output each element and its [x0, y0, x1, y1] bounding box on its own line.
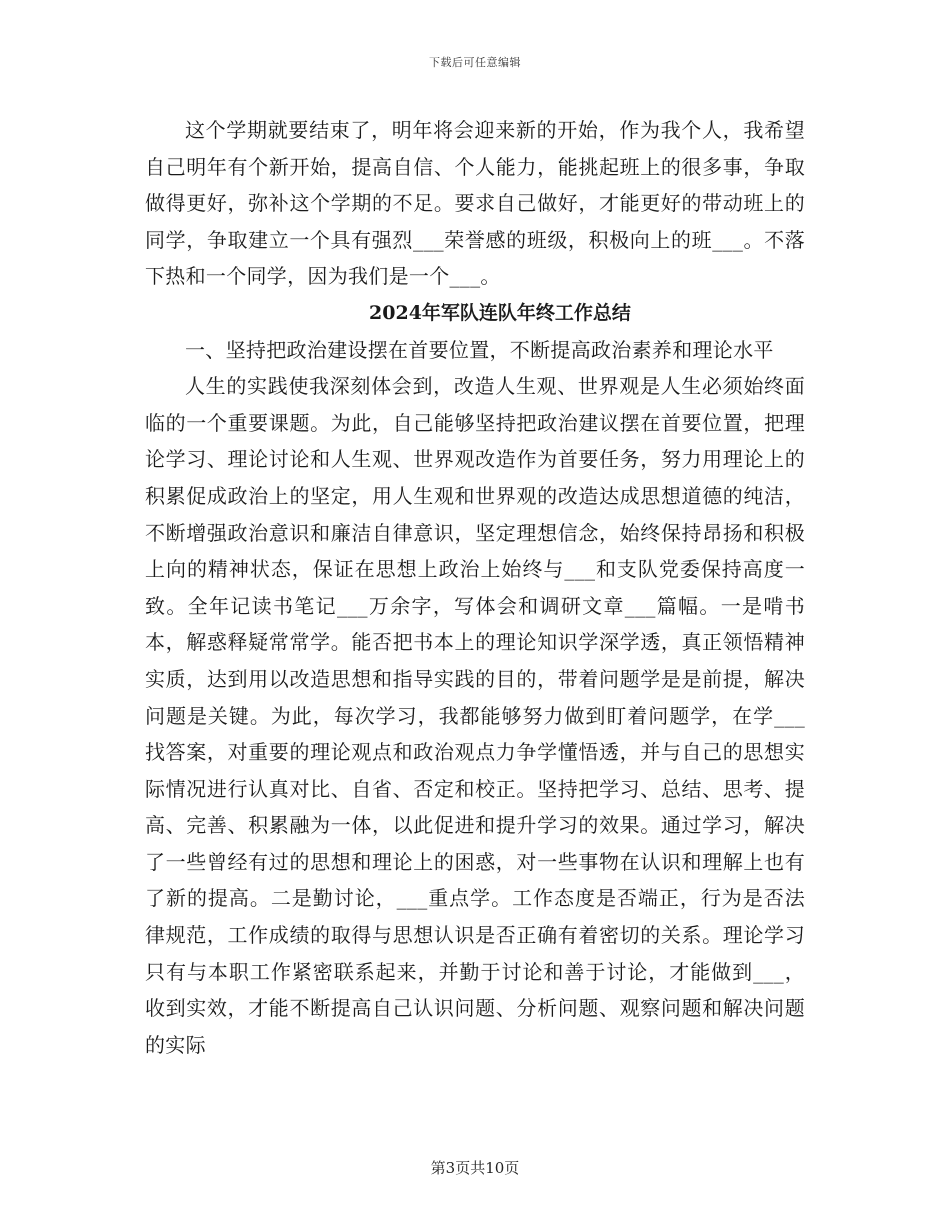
intro-paragraph: 这个学期就要结束了，明年将会迎来新的开始，作为我个人，我希望自己明年有个新开始，提高自信、个人能力，能挑起班上的很多事，争取做得更好，弥补这个学期的不足。要求自己做好，才能更好的带动班上的同学，争取建立一个具有强烈___荣誉感的班级，积极向上的班___。不落下热和一个同学，因为我们是一个___。 [145, 118, 805, 289]
page-number: 第3页共10页 [430, 1159, 520, 1177]
document-title: 2024年军队连队年终工作总结 [369, 301, 631, 324]
section-heading: 一、坚持把政治建设摆在首要位置，不断提高政治素养和理论水平 [185, 337, 774, 362]
body-paragraph: 人生的实践使我深刻体会到，改造人生观、世界观是人生必须始终面临的一个重要课题。为此，自己能够坚持把政治建议摆在首要位置，把理论学习、理论讨论和人生观、世界观改造作为首要任务，努力用理论上的积累促成政治上的坚定，用人生观和世界观的改造达成思想道德的纯洁，不断增强政治意识和廉洁自律意识，坚定理想信念，始终保持昂扬和积极上向的精神状态，保证在思想上政治上始终与___和支队党委保持高度一致。全年记读书笔记___万余字，写体会和调研文章___篇幅。一是啃书本，解惑释疑常常学。能否把书本上的理论知识学深学透，真正领悟精神实质，达到用以改造思想和指导实践的目的，带着问题学是是前提，解决问题是关键。为此，每次学习，我都能够努力做到盯着问题学，在学___找答案，对重要的理论观点和政治观点力争学懂悟透，并与自己的思想实际情况进行认真对比、自省、否定和校正。坚持把学习、总结、思考、提高、完善、积累融为一体，以此促进和提升学习的效果。通过学习，解决了一些曾经有过的思想和理论上的困惑，对一些事物在认识和理解上也有了新的提高。二是勤讨论，___重点学。工作态度是否端正，行为是否法律规范，工作成绩的取得与思想认识是否正确有着密切的关系。理论学习只有与本职工作紧密联系起来，并勤于讨论和善于讨论，才能做到___，收到实效，才能不断提高自己认识问题、分析问题、观察问题和解决问题的实际 [145, 374, 805, 1057]
page-header-note: 下载后可任意编辑 [429, 56, 521, 69]
document-body [145, 112, 805, 1063]
